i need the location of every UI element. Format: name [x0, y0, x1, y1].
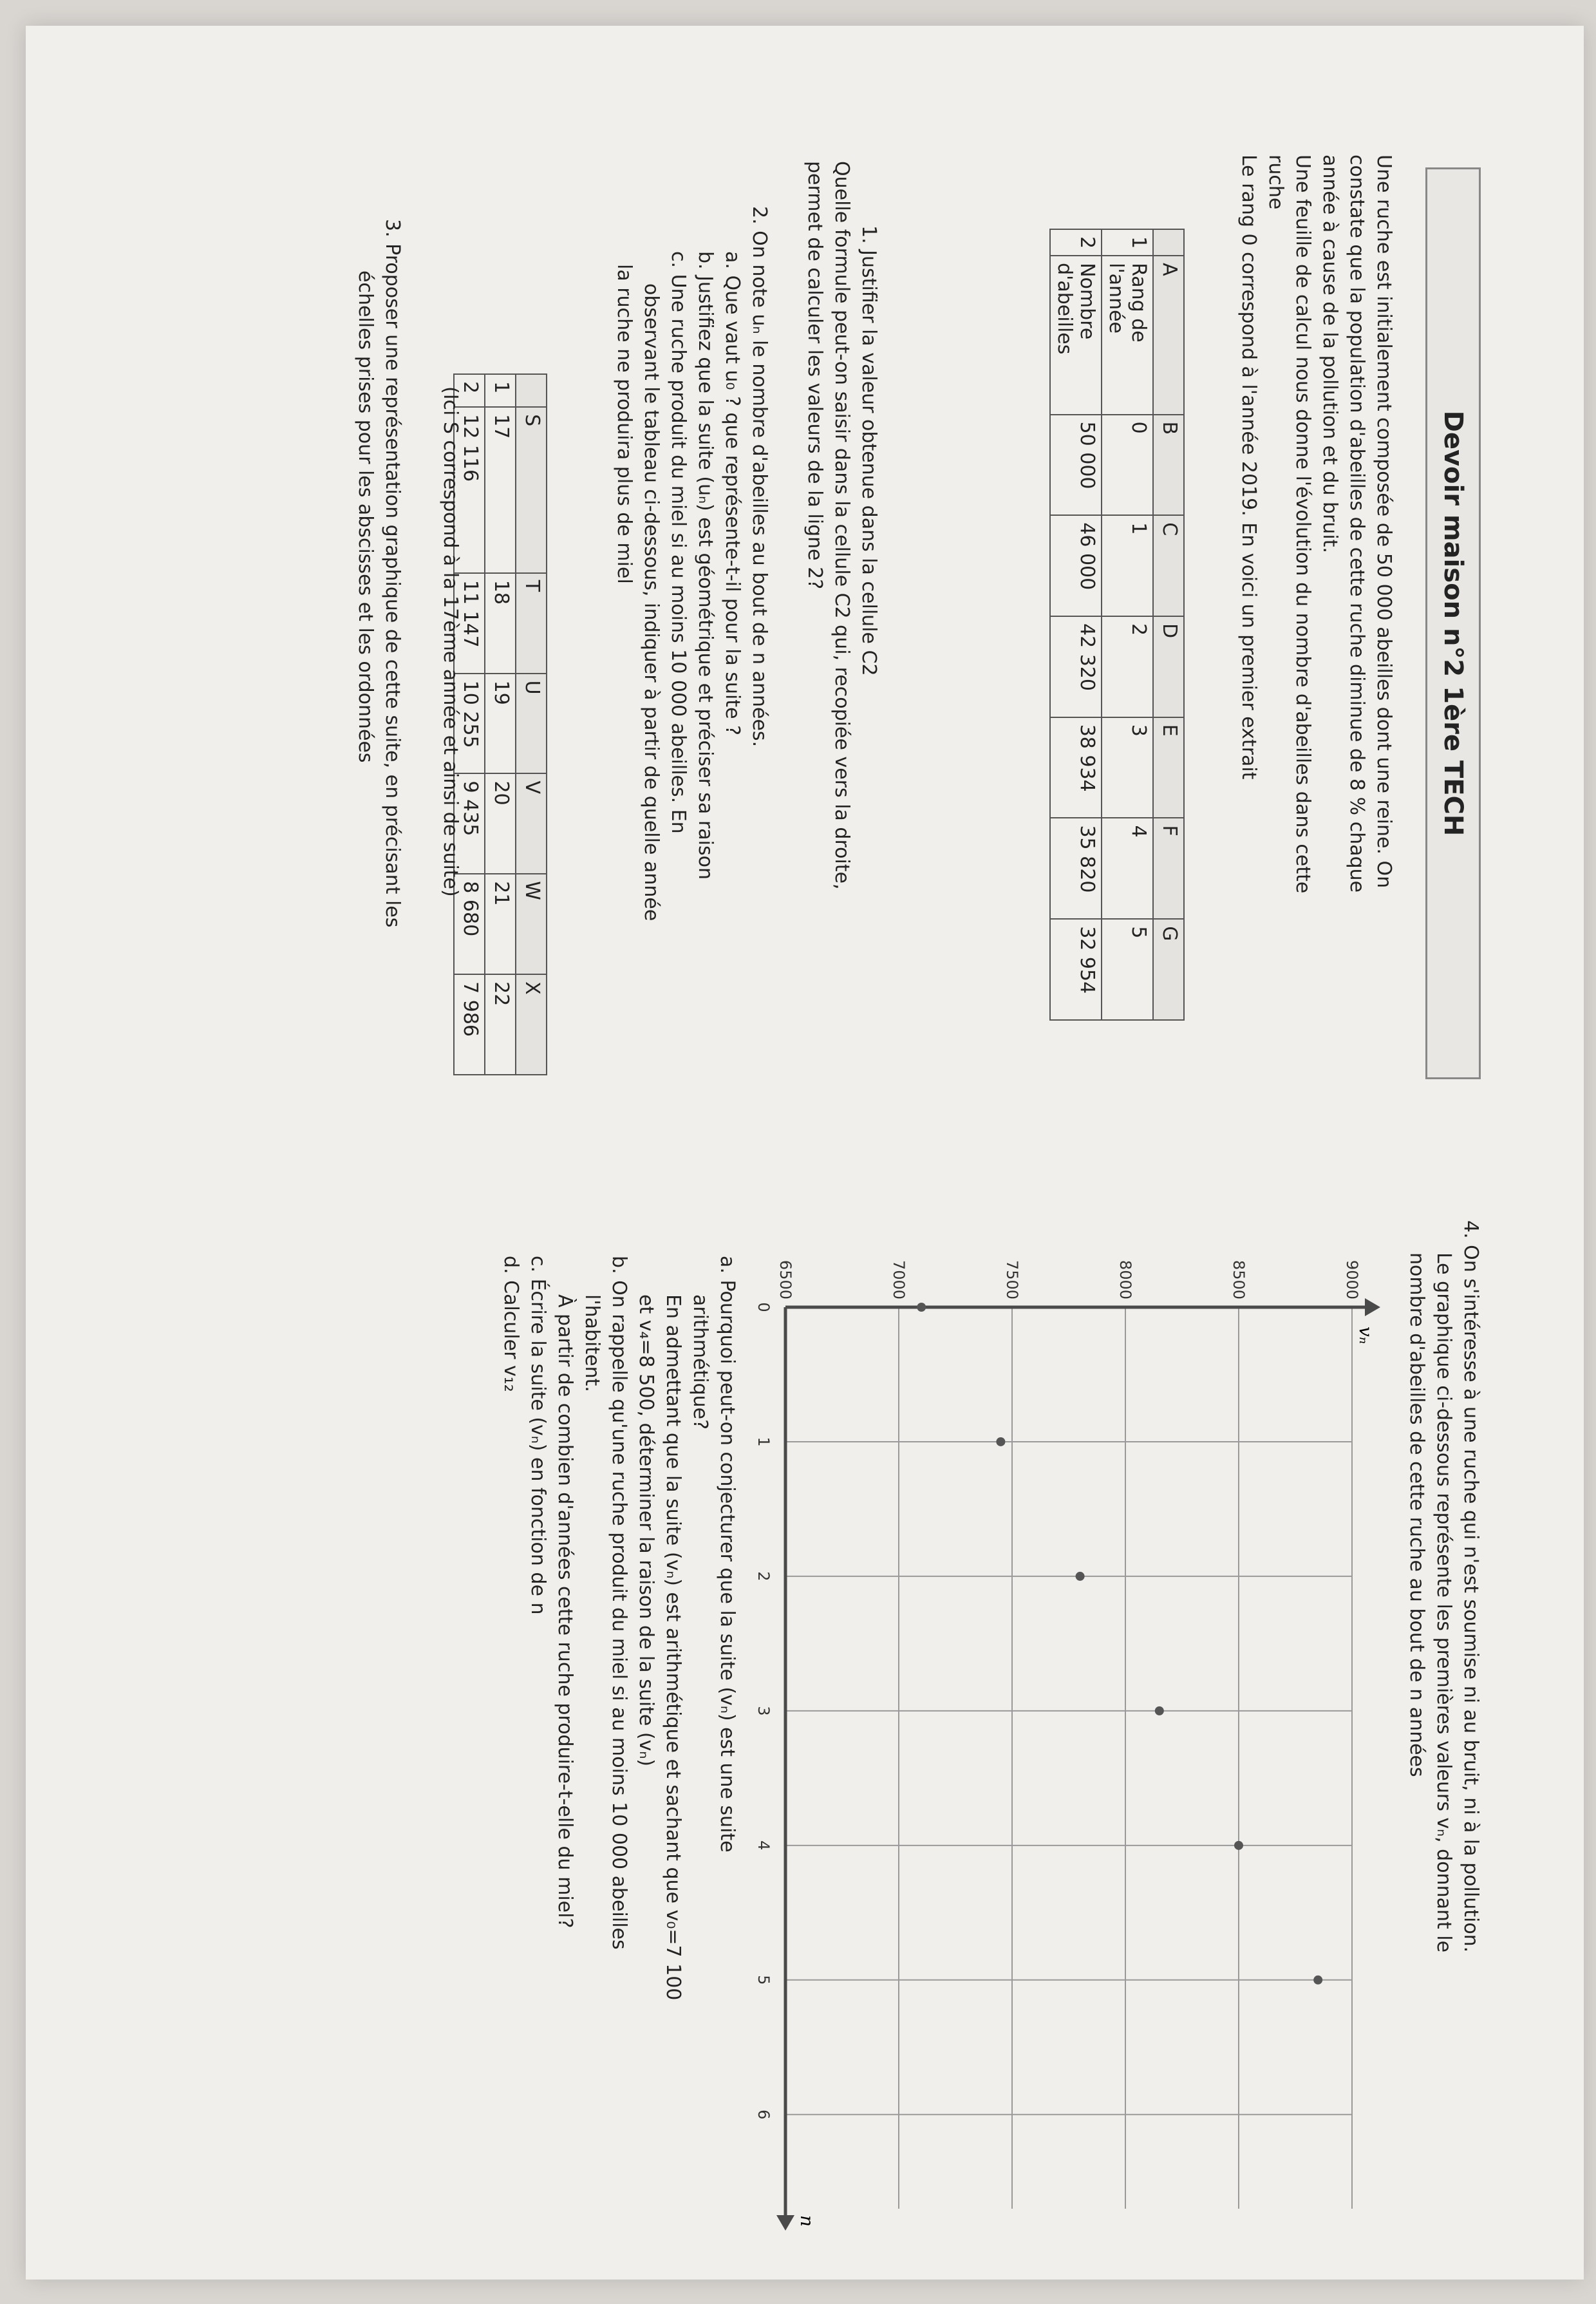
question-item: c. Écrire la suite (vₙ) en fonction de n — [527, 1256, 549, 1615]
spreadsheet-table-2 — [453, 373, 547, 1075]
table-cell: 11 147 — [454, 573, 485, 674]
table-cell: Nombre d'abeilles — [1050, 256, 1102, 414]
column-letter: E — [1153, 717, 1184, 818]
question-line: échelles prises pour les abscisses et les ordonnées — [354, 270, 377, 763]
question-item: d. Calculer v₁₂ — [500, 1256, 522, 1392]
question-1 — [801, 161, 882, 1114]
paper-sheet — [26, 26, 1584, 2280]
y-tick-label: 9000 — [1343, 1260, 1361, 1299]
table-cell: 18 — [485, 573, 516, 674]
question-3 — [352, 219, 406, 1172]
grid — [785, 1307, 1352, 2209]
table-cell: 19 — [485, 674, 516, 774]
table-cell: 46 000 — [1050, 515, 1102, 616]
intro-line: ruche — [1264, 155, 1287, 210]
table-cell: 0 — [1102, 415, 1153, 516]
axes — [776, 1298, 1380, 2231]
column-letter: X — [516, 974, 547, 1075]
question-line: 1. Justifier la valeur obtenue dans la cellule C2 — [858, 225, 880, 676]
question-line: nombre d'abeilles de cette ruche au bout de n années — [1405, 1252, 1428, 1777]
data-point — [1313, 1976, 1322, 1985]
x-tick-label: 6 — [755, 2110, 773, 2120]
question-item: À partir de combien d'années cette ruche produire-t-elle du miel? — [554, 1294, 576, 1929]
row-number: 2 — [1050, 229, 1102, 256]
question-item: b. Justifiez que la suite (uₙ) est géométrique et préciser sa raison — [694, 251, 717, 880]
column-letter: T — [516, 573, 547, 674]
corner-cell — [516, 374, 547, 407]
question-item: la ruche ne produira plus de miel — [613, 264, 635, 584]
column-letter: F — [1153, 818, 1184, 919]
table-row — [1102, 229, 1153, 1020]
data-point — [1076, 1572, 1085, 1581]
table-cell: 3 — [1102, 717, 1153, 818]
table-cell: 9 435 — [454, 773, 485, 874]
question-line: 2. On note uₙ le nombre d'abeilles au bout de n années. — [748, 206, 771, 748]
table-cell: 21 — [485, 874, 516, 974]
table-note: (Ici S correspond à la 17ème année et ainsi de suite) — [439, 386, 462, 897]
question-item: c. Une ruche produit du miel si au moins 10 000 abeilles. En — [667, 251, 690, 834]
rotated-page — [26, 26, 1584, 2280]
column-letter: G — [1153, 919, 1184, 1020]
data-points — [917, 1303, 1322, 1985]
x-axis-arrow-icon — [776, 2215, 794, 2231]
column-letter: C — [1153, 515, 1184, 616]
table-cell: 42 320 — [1050, 616, 1102, 717]
table-cell: 20 — [485, 773, 516, 874]
x-tick-label: 5 — [755, 1975, 773, 1985]
y-tick-label: 6500 — [776, 1260, 794, 1299]
column-letter: S — [516, 407, 547, 573]
intro-line: Le rang 0 correspond à l'année 2019. En voici un premier extrait — [1237, 155, 1260, 780]
y-tick-label: 7500 — [1003, 1260, 1021, 1299]
column-letter: D — [1153, 616, 1184, 717]
question-item: observant le tableau ci-dessous, indiquer à partir de quelle année — [640, 283, 662, 921]
x-tick-label: 1 — [755, 1437, 773, 1447]
question-line: Quelle formule peut-on saisir dans la cellule C2 qui, recopiée vers la droite, — [831, 161, 853, 890]
question-item: b. On rappelle qu'une ruche produit du miel si au moins 10 000 abeilles — [608, 1256, 630, 1950]
table-cell: 10 255 — [454, 674, 485, 774]
x-axis-label: n — [796, 2215, 818, 2227]
question-line: permet de calculer les valeurs de la ligne 2? — [803, 161, 826, 590]
column-letter: A — [1153, 256, 1184, 414]
row-number: 2 — [454, 374, 485, 407]
question-4-items — [497, 1256, 740, 2222]
table-cell: 22 — [485, 974, 516, 1075]
x-tick-label: 0 — [755, 1302, 773, 1312]
question-item: a. Que vaut u₀ ? que représente-t-il pour la suite ? — [721, 251, 744, 736]
intro-line: Une ruche est initialement composée de 50 000 abeilles dont une reine. On — [1373, 155, 1395, 889]
page-title-text: Devoir maison n°2 1ère TECH — [1438, 410, 1468, 836]
question-item: et v₄=8 500, déterminer la raison de la suite (vₙ) — [635, 1294, 657, 1767]
y-tick-label: 8000 — [1116, 1260, 1134, 1299]
row-number: 1 — [485, 374, 516, 407]
question-line: 4. On s'intéresse à une ruche qui n'est soumise ni au bruit, ni à la pollution. — [1460, 1220, 1482, 1953]
column-letter-row — [516, 374, 547, 1075]
question-4 — [1403, 1220, 1484, 2212]
x-tick-label: 3 — [755, 1706, 773, 1716]
data-point — [917, 1303, 926, 1312]
table-cell: 32 954 — [1050, 919, 1102, 1020]
table-cell: 35 820 — [1050, 818, 1102, 919]
question-item: En admettant que la suite (vₙ) est arithmétique et sachant que v₀=7 100 — [662, 1294, 684, 2001]
table-row — [485, 374, 516, 1075]
data-point — [1234, 1841, 1243, 1850]
tick-labels — [755, 1260, 1361, 2119]
table-cell: 1 — [1102, 515, 1153, 616]
question-line: Le graphique ci-dessous représente les premières valeurs vₙ, donnant le — [1432, 1252, 1455, 1953]
table-cell: Rang de l'année — [1102, 256, 1153, 414]
table-cell: 38 934 — [1050, 717, 1102, 818]
row-number: 1 — [1102, 229, 1153, 256]
y-axis-label: vₙ — [1355, 1327, 1376, 1345]
column-letter-row — [1153, 229, 1184, 1020]
data-point — [1155, 1706, 1164, 1715]
table-cell: 4 — [1102, 818, 1153, 919]
table-cell: 17 — [485, 407, 516, 573]
page-title — [1425, 167, 1481, 1079]
intro-line: Une feuille de calcul nous donne l'évolution du nombre d'abeilles dans cette — [1291, 155, 1314, 894]
intro-line: constate que la population d'abeilles de cette ruche diminue de 8 % chaque — [1346, 155, 1368, 893]
spreadsheet-table-1 — [1049, 229, 1185, 1021]
table-cell: 12 116 — [454, 407, 485, 573]
x-tick-label: 4 — [755, 1840, 773, 1851]
corner-cell — [1153, 229, 1184, 256]
question-item: arithmétique? — [689, 1294, 711, 1430]
table-cell: 7 986 — [454, 974, 485, 1075]
y-tick-label: 8500 — [1230, 1260, 1248, 1299]
table-row — [1050, 229, 1102, 1020]
y-axis-arrow-icon — [1365, 1298, 1380, 1316]
table-cell: 2 — [1102, 616, 1153, 717]
table-cell: 5 — [1102, 919, 1153, 1020]
table-cell: 50 000 — [1050, 415, 1102, 516]
column-letter: U — [516, 674, 547, 774]
question-2 — [610, 206, 773, 1159]
intro-line: année à cause de la pollution et du bruit. — [1319, 155, 1341, 554]
question-item: l'habitent. — [581, 1294, 603, 1392]
y-tick-label: 7000 — [890, 1260, 908, 1299]
column-letter: B — [1153, 415, 1184, 516]
question-line: 3. Proposer une représentation graphique de cette suite, en précisant les — [381, 219, 404, 928]
sequence-graph — [747, 1230, 1391, 2234]
question-item: a. Pourquoi peut-on conjecturer que la suite (vₙ) est une suite — [716, 1256, 738, 1853]
data-point — [996, 1437, 1005, 1446]
column-letter: V — [516, 773, 547, 874]
table-cell: 8 680 — [454, 874, 485, 974]
x-tick-label: 2 — [755, 1571, 773, 1582]
column-letter: W — [516, 874, 547, 974]
intro-paragraph — [1235, 155, 1397, 1082]
